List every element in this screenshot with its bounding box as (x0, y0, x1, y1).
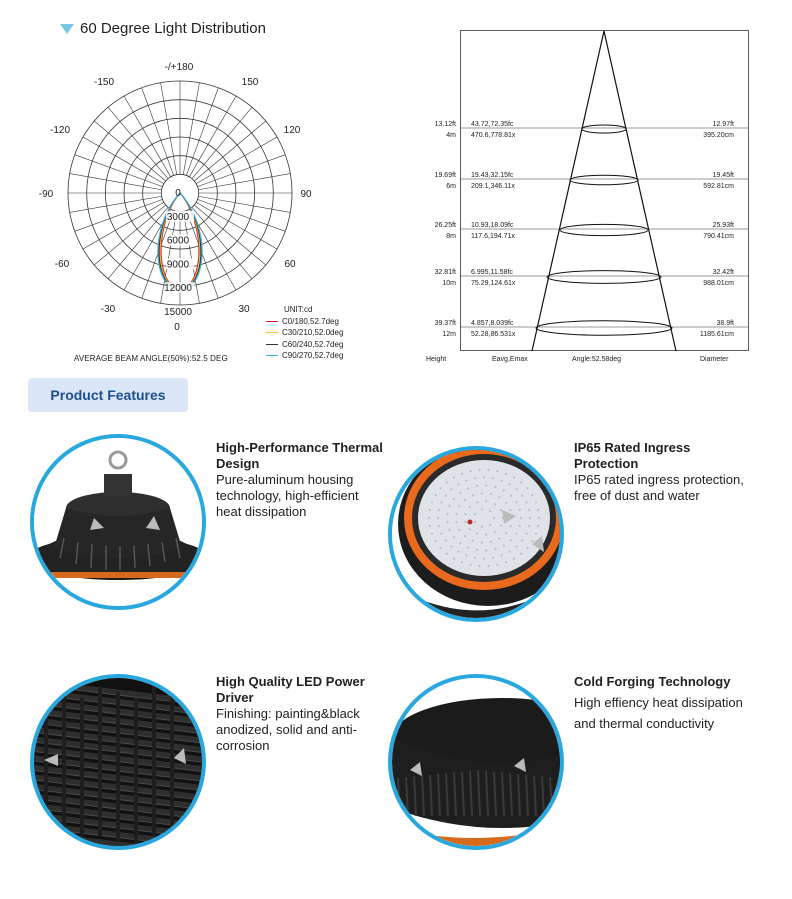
polar-spoke (194, 205, 265, 265)
cone-edge (532, 31, 604, 351)
height-ft: 26.25ft (434, 222, 456, 229)
cone-ellipse (547, 271, 661, 284)
triangle-icon (60, 24, 74, 34)
footer-angle: Angle:52.58deg (572, 356, 622, 363)
polar-angle-label: 60 (284, 259, 296, 270)
polar-spoke (192, 107, 252, 178)
illuminance-fc: 6.995,11.58fc (471, 269, 513, 276)
diameter-cm: 988.01cm (703, 280, 734, 287)
polar-angle-label: -90 (38, 189, 54, 200)
section-title: 60 Degree Light Distribution (62, 20, 266, 37)
illuminance-fc: 19.43,32.15fc (471, 172, 514, 179)
polar-angle-label: -60 (54, 259, 70, 270)
height-ft: 19.69ft (434, 172, 456, 179)
polar-labels (39, 62, 312, 333)
legend-label: C90/270,52.7deg (282, 351, 344, 360)
feature-1-title: High-Performance Thermal Design (216, 440, 383, 471)
polar-angle-label: -120 (49, 125, 71, 136)
diameter-ft: 19.45ft (712, 172, 734, 179)
diameter-cm: 1185.61cm (699, 331, 734, 338)
polar-spoke (70, 196, 162, 212)
legend-label: C30/210,52.0deg (282, 328, 344, 337)
legend-swatch (266, 355, 278, 356)
legend-swatch (266, 332, 278, 333)
feature-1-text: Pure-aluminum housing technology, high-efficient heat dissipation (216, 472, 359, 519)
legend-swatch (266, 321, 278, 322)
height-m: 6m (446, 183, 456, 190)
feature-1 (216, 440, 386, 520)
thermal-design-image (30, 434, 206, 610)
illuminance-lx: 75.29,124.61x (471, 280, 516, 287)
polar-radial-label: 3000 (166, 211, 190, 223)
legend-item (266, 339, 343, 351)
footer-diameter: Diameter (700, 356, 729, 363)
polar-spoke (198, 155, 286, 187)
polar-spoke (186, 88, 218, 176)
diameter-ft: 25.93ft (712, 222, 734, 229)
feature-3-text: Finishing: painting&black anodized, solid and anti-corrosion (216, 706, 360, 753)
feature-2-title: IP65 Rated Ingress Protection (574, 440, 691, 471)
polar-spoke (75, 199, 163, 231)
polar-spoke (161, 83, 177, 175)
polar-spoke (70, 174, 162, 190)
cone-ellipse (570, 175, 638, 185)
polar-angle-label: 150 (241, 77, 259, 88)
height-ft: 13.12ft (434, 121, 456, 128)
cone-ellipse (560, 224, 648, 235)
height-ft: 39.37ft (434, 320, 456, 327)
unit-label: UNIT:cd (284, 305, 313, 314)
polar-angle-label: -150 (93, 77, 115, 88)
illuminance-lx: 117.6,194.71x (471, 233, 515, 240)
polar-angle-label: -30 (100, 304, 116, 315)
polar-radial-label: 9000 (166, 259, 190, 271)
polar-radial-label: 6000 (166, 235, 190, 247)
legend-swatch (266, 344, 278, 345)
illuminance-fc: 43.72,72.35fc (471, 121, 514, 128)
polar-radial-label: 12000 (164, 283, 192, 295)
feature-2 (574, 440, 744, 504)
footer-height: Height (426, 356, 447, 363)
feature-3 (216, 674, 386, 754)
diameter-ft: 12.97ft (712, 121, 734, 128)
diameter-cm: 592.81cm (703, 183, 734, 190)
legend-item (266, 350, 343, 362)
cone-svg (420, 30, 780, 370)
footer-eavg: Eavg,Emax (492, 356, 528, 363)
illuminance-lx: 470.6,778.81x (471, 132, 516, 139)
feature-3-title: High Quality LED Power Driver (216, 674, 365, 705)
polar-angle-label: -/+180 (164, 62, 194, 73)
polar-angle-label: 30 (238, 304, 250, 315)
ip65-image (388, 446, 564, 622)
diameter-cm: 395.20cm (703, 132, 734, 139)
polar-spoke (75, 155, 163, 187)
polar-angle-label: 120 (283, 125, 301, 136)
cone-frame (461, 31, 749, 351)
height-m: 10m (442, 280, 456, 287)
cone-ellipse (536, 321, 672, 335)
illuminance-fc: 4.857,8.039fc (471, 320, 514, 327)
legend-item (266, 327, 343, 339)
polar-spoke (94, 205, 165, 265)
polar-radial-label: 15000 (164, 307, 192, 318)
polar-spoke (183, 83, 199, 175)
polar-spoke (198, 199, 286, 231)
legend-label: C0/180,52.7deg (282, 316, 339, 326)
illuminance-lx: 209.1,346.11x (471, 183, 515, 190)
illuminance-fc: 10.93,18.09fc (471, 222, 514, 229)
height-ft: 32.81ft (434, 269, 456, 276)
height-m: 4m (446, 132, 456, 139)
polar-angle-label: 0 (174, 322, 180, 333)
feature-4 (574, 674, 744, 734)
diameter-cm: 790.41cm (703, 233, 734, 240)
cold-forging-image (388, 674, 564, 850)
polar-spoke (194, 121, 265, 181)
cone-ellipse (582, 125, 626, 133)
feature-4-title: Cold Forging Technology (574, 674, 731, 689)
polar-spoke (94, 121, 165, 181)
height-m: 8m (446, 233, 456, 240)
average-beam-angle: AVERAGE BEAM ANGLE(50%):52.5 DEG (74, 354, 228, 363)
legend-label: C60/240,52.7deg (282, 339, 344, 349)
product-features-tab[interactable]: Product Features (28, 378, 188, 412)
legend-item (266, 316, 343, 328)
cone-edge (604, 31, 676, 351)
feature-4-text: High effiency heat dissipation and thermal conductivity (574, 695, 743, 731)
polar-legend (266, 304, 343, 362)
polar-angle-label: 90 (300, 189, 312, 200)
height-m: 12m (442, 331, 456, 338)
diameter-ft: 32.42ft (712, 269, 734, 276)
cone-diagram (420, 30, 780, 370)
power-driver-image (30, 674, 206, 850)
polar-spoke (198, 196, 290, 212)
feature-2-text: IP65 rated ingress protection, free of dust and water (574, 472, 744, 503)
polar-spoke (198, 174, 290, 190)
polar-spoke (142, 88, 174, 176)
polar-spoke (108, 107, 168, 178)
illuminance-lx: 52.28,86.531x (471, 331, 516, 338)
diameter-ft: 38.9ft (716, 320, 734, 327)
polar-radial-label: 0 (175, 188, 181, 199)
